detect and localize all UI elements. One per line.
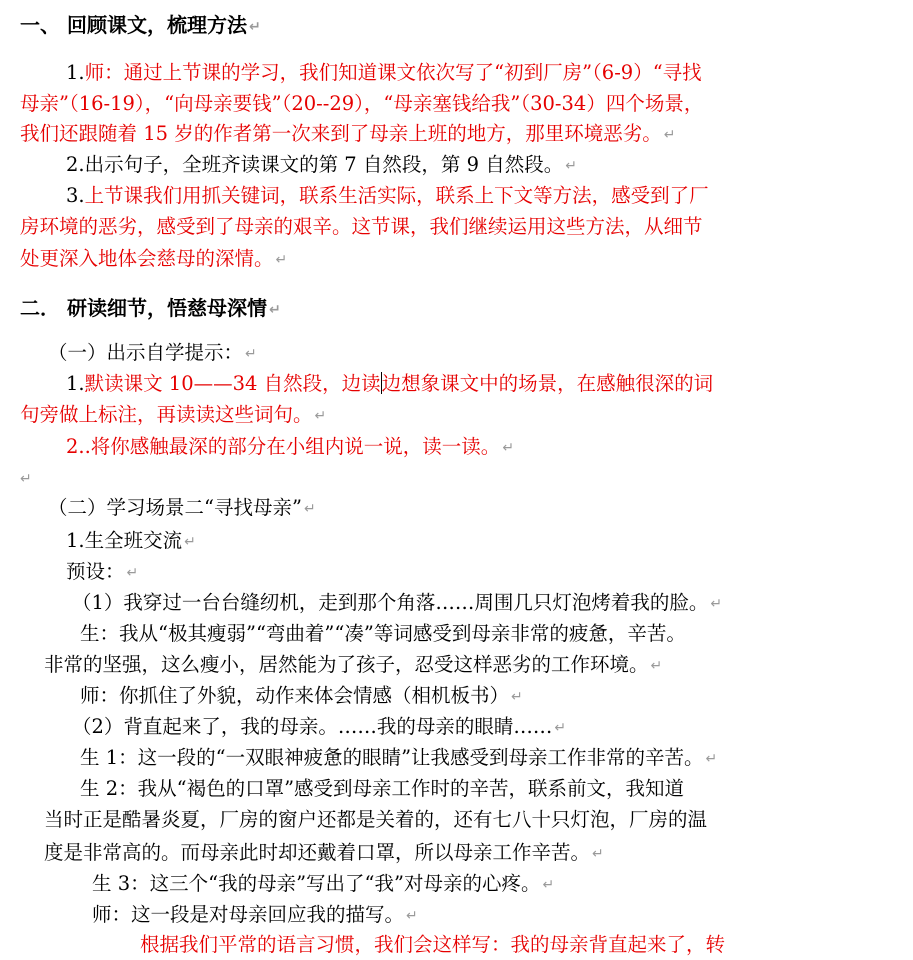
empty-paragraph — [18, 463, 32, 493]
paragraph-line: 师：你抓住了外貌，动作来体会情感（相机板书） ↵ — [80, 684, 523, 707]
paragraph-mark-icon: ↵ — [565, 158, 577, 174]
paragraph-mark-icon: ↵ — [275, 252, 288, 268]
paragraph-mark-icon: ↵ — [592, 846, 604, 862]
paragraph-line: 2.出示句子，全班齐读课文的第 7 自然段，第 9 自然段。 ↵ — [66, 153, 577, 176]
paragraph-mark-icon: ↵ — [314, 408, 327, 424]
paragraph-line: 生 1：这一段的“一双眼神疲惫的眼睛”让我感受到母亲工作非常的辛苦。 ↵ — [80, 746, 718, 769]
paragraph-line: 3.上节课我们用抓关键词，联系生活实际，联系上下文等方法，感受到了厂 — [66, 184, 709, 207]
paragraph-line: 非常的坚强，这么瘦小，居然能为了孩子，忍受这样恶劣的工作环境。 ↵ — [44, 653, 663, 676]
paragraph-line: （1）我穿过一台台缝纫机，走到那个角落……周围几只灯泡烤着我的脸。 ↵ — [72, 591, 723, 614]
paragraph-line: 1.师：通过上节课的学习，我们知道课文依次写了“初到厂房”（6-9）“寻找 — [66, 61, 702, 84]
paragraph-line: 我们还跟随着 15 岁的作者第一次来到了母亲上班的地方，那里环境恶劣。 ↵ — [20, 122, 676, 145]
paragraph-mark-icon: ↵ — [406, 908, 418, 924]
paragraph-mark-icon: ↵ — [663, 127, 676, 143]
paragraph-mark-icon: ↵ — [126, 565, 139, 581]
paragraph-mark-icon: ↵ — [542, 877, 555, 893]
paragraph-mark-icon: ↵ — [705, 751, 718, 767]
paragraph-line: 1.默读课文 10——34 自然段，边读边想象课文中的场景，在感触很深的词 — [66, 372, 714, 395]
paragraph-line: 2..将你感触最深的部分在小组内说一说，读一读。 ↵ — [66, 435, 515, 458]
paragraph-line: 当时正是酷暑炎夏，厂房的窗户还都是关着的，还有七八十只灯泡，厂房的温 — [44, 808, 708, 831]
paragraph-line: 预设： ↵ — [66, 560, 139, 583]
paragraph-line: 生：我从“极其瘦弱”“弯曲着”“凑”等词感受到母亲非常的疲惫，辛苦。 — [80, 622, 686, 645]
paragraph-line: 房环境的恶劣，感受到了母亲的艰辛。这节课，我们继续运用这些方法，从细节 — [20, 215, 703, 238]
paragraph-line: 母亲”（16-19），“向母亲要钱”（20--29），“母亲塞钱给我”（30-34）四个场景， — [20, 92, 704, 115]
paragraph-mark-icon: ↵ — [511, 689, 523, 705]
paragraph-line: 生 3：这三个“我的母亲”写出了“我”对母亲的心疼。 ↵ — [92, 872, 555, 895]
paragraph-mark-icon: ↵ — [268, 302, 281, 318]
paragraph-line: （2）背直起来了，我的母亲。……我的母亲的眼睛…… ↵ — [72, 715, 567, 738]
paragraph-line: 根据我们平常的语言习惯，我们会这样写：我的母亲背直起来了，转 — [140, 933, 726, 956]
paragraph-line: 师：这一段是对母亲回应我的描写。 ↵ — [92, 903, 418, 926]
paragraph-line: 1.生全班交流 ↵ — [66, 529, 196, 552]
paragraph-mark-icon: ↵ — [248, 19, 261, 35]
paragraph-mark-icon: ↵ — [245, 346, 257, 362]
paragraph-mark-icon: ↵ — [20, 471, 32, 487]
paragraph-mark-icon: ↵ — [184, 534, 196, 550]
paragraph-line: 句旁做上标注，再读读这些词句。 ↵ — [20, 403, 327, 426]
paragraph-mark-icon: ↵ — [710, 596, 723, 612]
section-heading-2: 二． 研读细节，悟慈母深情 ↵ — [20, 296, 281, 320]
paragraph-line: 处更深入地体会慈母的深情。 ↵ — [20, 247, 288, 270]
section-heading-1: 一、 回顾课文，梳理方法 ↵ — [20, 13, 261, 37]
paragraph-mark-icon: ↵ — [303, 501, 316, 517]
subheading: （二）学习场景二“寻找母亲” ↵ — [48, 496, 316, 519]
paragraph-mark-icon: ↵ — [554, 720, 567, 736]
paragraph-line: 度是非常高的。而母亲此时却还戴着口罩，所以母亲工作辛苦。 ↵ — [44, 841, 604, 864]
paragraph-mark-icon: ↵ — [502, 440, 515, 456]
paragraph-mark-icon: ↵ — [650, 658, 663, 674]
paragraph-line: 生 2：我从“褐色的口罩”感受到母亲工作时的辛苦，联系前文，我知道 — [80, 777, 685, 800]
subheading: （一）出示自学提示： ↵ — [48, 341, 257, 364]
